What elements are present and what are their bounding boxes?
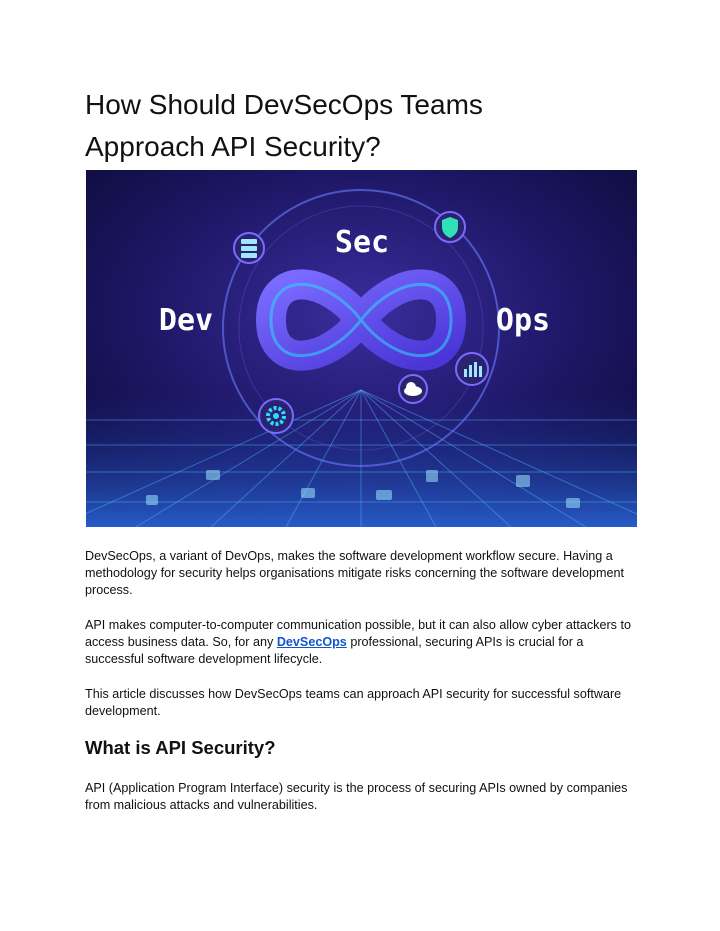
server-icon (234, 233, 264, 263)
title-line-2: Approach API Security? (85, 131, 381, 162)
hero-label-sec: Sec (334, 225, 390, 260)
chart-icon (456, 353, 488, 385)
devsecops-link[interactable]: DevSecOps (276, 635, 347, 649)
article-title (85, 84, 645, 168)
section-heading-api-security: What is API Security? (85, 737, 276, 758)
hero-image (86, 170, 637, 527)
paragraph-article-purpose: This article discusses how DevSecOps teams can approach API security for successful software development. (85, 687, 622, 718)
hero-label-dev: Dev (158, 303, 214, 338)
paragraph-api-security-definition: API (Application Program Interface) security is the process of securing APIs owned by companies from malicious attacks and vulnerabilities. (85, 781, 628, 812)
p2-text-before: API makes computer-to-computer communication possible, but it can also allow cyber attackers to access business data. So, for any (85, 618, 631, 649)
shield-icon (435, 212, 465, 242)
gear-icon (259, 399, 293, 433)
title-line-1: How Should DevSecOps Teams (85, 89, 483, 120)
hero-label-ops: Ops (495, 303, 551, 338)
paragraph-intro: DevSecOps, a variant of DevOps, makes the software development workflow secure. Having a methodology for security helps organisations mitigate risks concerning the software development process. (85, 549, 625, 597)
cloud-icon (399, 375, 427, 403)
p2-text-after: professional, securing APIs is crucial for a successful software development lifecycle. (85, 635, 584, 666)
paragraph-api-communication (85, 617, 645, 668)
